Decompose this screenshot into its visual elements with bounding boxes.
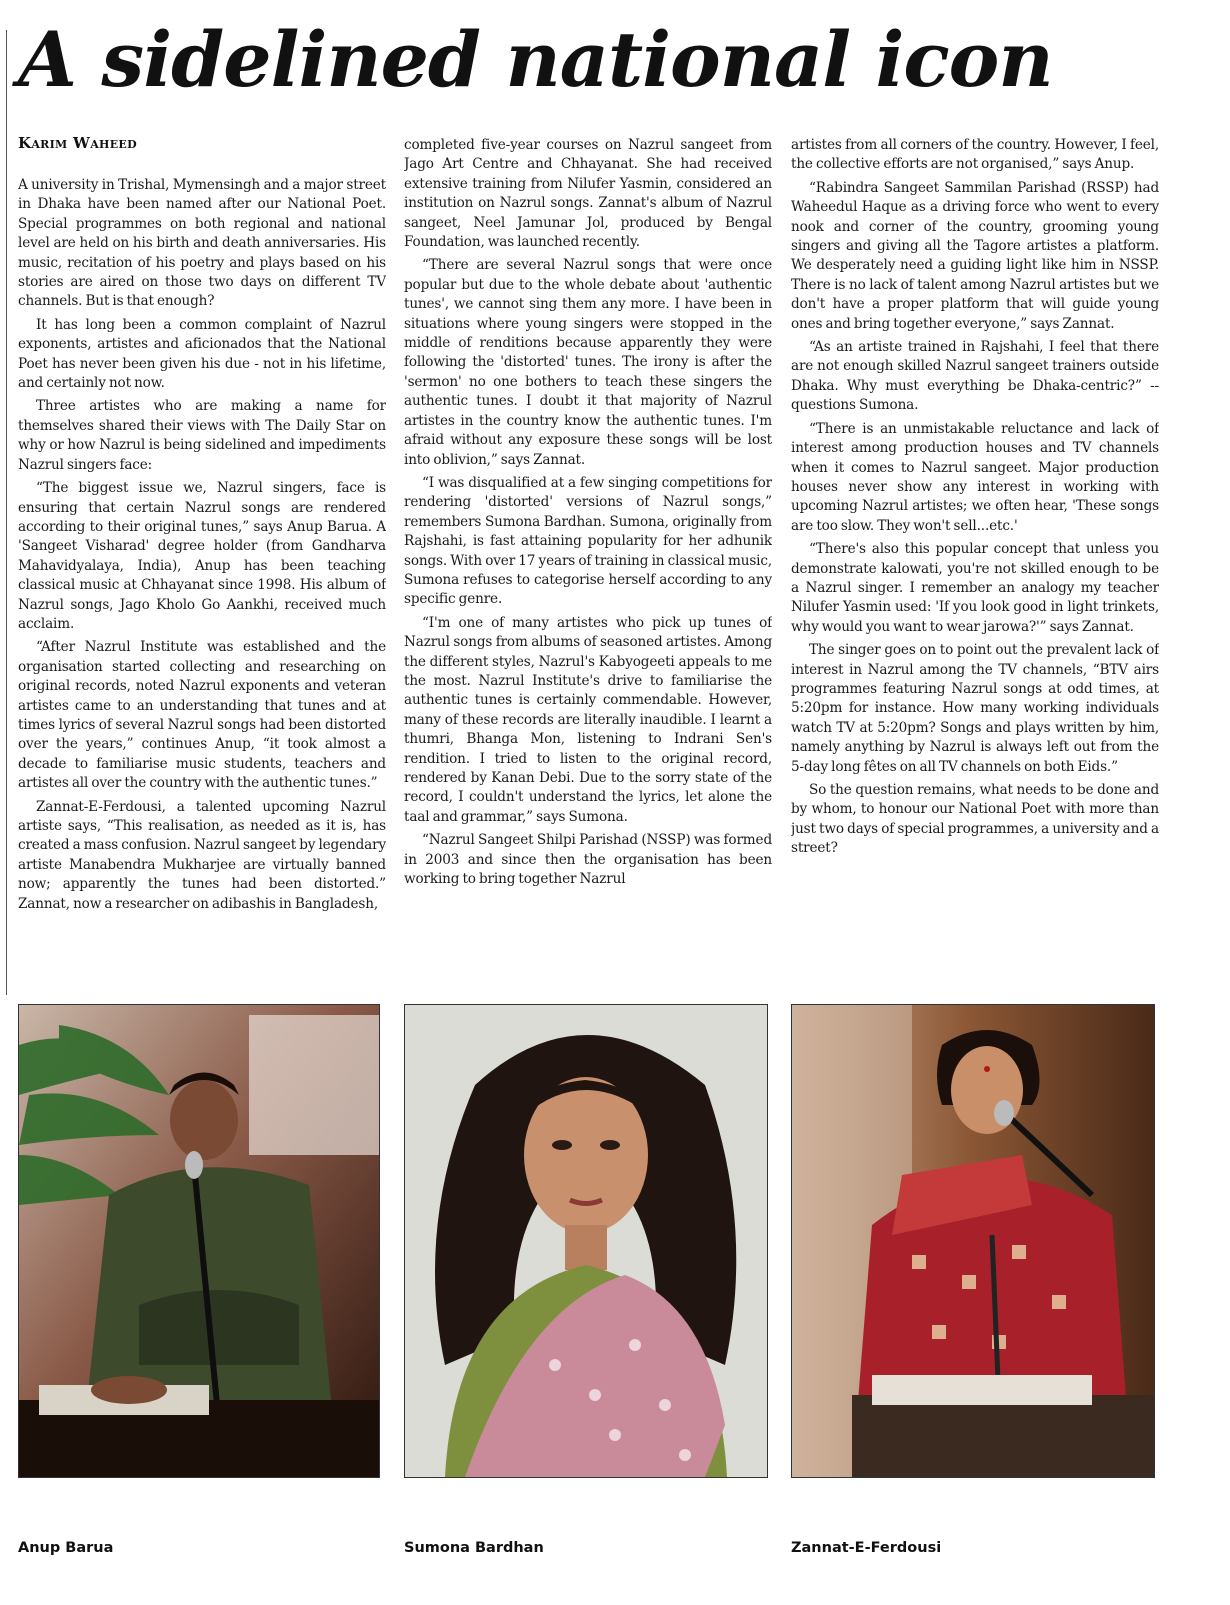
- paragraph: completed five-year courses on Nazrul sangeet from Jago Art Centre and Chhayanat. She had received extensive training from Nilufer Yasmin, considered an institution on Nazrul songs. Zannat's album of Nazrul sangeet, Neel Jamunar Jol, produced by Bengal Foundation, was launched recently.: [404, 137, 772, 251]
- article-column-3: [791, 136, 1159, 1136]
- caption-zannat-e-ferdousi: Zannat-E-Ferdousi: [791, 1540, 942, 1556]
- paragraph: “There is an unmistakable reluctance and lack of interest among production houses and TV channels when it comes to Nazrul sangeet. Major production houses never show any interest in working with upcoming Nazrul artistes; we often hear, 'These songs are too slow. They won't sell...etc.': [791, 420, 1159, 534]
- paragraph: “After Nazrul Institute was established and the organisation started collecting and researching on original records, noted Nazrul exponents and veteran artistes came to an understanding that tunes and at times lyrics of several Nazrul songs had been distorted over the years,” continues Anup, “it took almost a decade to familiarise music students, teachers and artistes all over the country with the authentic tunes.”: [18, 639, 386, 792]
- caption-anup-barua: Anup Barua: [18, 1540, 114, 1556]
- paragraph: So the question remains, what needs to be done and by whom, to honour our National Poet with more than just two days of special programmes, a university and a street?: [791, 782, 1159, 857]
- paragraph: “Nazrul Sangeet Shilpi Parishad (NSSP) was formed in 2003 and since then the organisation has been working to bring together Nazrul: [404, 832, 772, 888]
- photo-zannat-e-ferdousi: [791, 1004, 1155, 1478]
- paragraph: “Rabindra Sangeet Sammilan Parishad (RSSP) had Waheedul Haque as a driving force who went to every nook and corner of the country, grooming young singers and giving all the Tagore artistes a platform. We desperately need a guiding light like him in NSSP. There is no lack of talent among Nazrul artistes but we don't have a proper platform that will guide young ones and bring together everyone,” says Zannat.: [791, 179, 1159, 332]
- article-column-2: [404, 136, 772, 1136]
- paragraph: “I was disqualified at a few singing competitions for rendering 'distorted' versions of Nazrul songs,” remembers Sumona Bardhan. Sumona, originally from Rajshahi, is fast attaining popularity for her adhunik songs. With over 17 years of training in classical music, Sumona refuses to categorise herself according to any specific genre.: [404, 474, 772, 608]
- paragraph: It has long been a common complaint of Nazrul exponents, artistes and aficionados that the National Poet has never been given his due - not in his lifetime, and certainly not now.: [18, 316, 386, 392]
- headline: A sidelined national icon: [18, 15, 1053, 104]
- paragraph: The singer goes on to point out the prevalent lack of interest in Nazrul among the TV channels, “BTV airs programmes featuring Nazrul songs at odd times, at 5:20pm for instance. How many working individuals watch TV at 5:20pm? Songs and plays written by him, namely anything by Nazrul is always left out from the 5-day long fêtes on all TV channels on both Eids.”: [791, 642, 1159, 775]
- paragraph: “The biggest issue we, Nazrul singers, face is ensuring that certain Nazrul songs are rendered according to their original tunes,” says Anup Barua. A 'Sangeet Visharad' degree holder (from Gandharva Mahavidyalaya, India), Anup has been teaching classical music at Chhayanat since 1998. His album of Nazrul songs, Jago Kholo Go Aankhi, received much acclaim.: [18, 480, 386, 632]
- photo-anup-barua: [18, 1004, 380, 1478]
- paragraph: Three artistes who are making a name for themselves shared their views with The Daily Star on why or how Nazrul is being sidelined and impediments Nazrul singers face:: [18, 398, 386, 473]
- left-column-rule: [6, 30, 7, 995]
- caption-sumona-bardhan: Sumona Bardhan: [404, 1540, 544, 1556]
- paragraph: “I'm one of many artistes who pick up tunes of Nazrul songs from albums of seasoned artistes. Among the different styles, Nazrul's Kabyogeeti appeals to me the most. Nazrul Institute's drive to familiarise the authentic tunes is certainly commendable. However, many of these records are literally inaudible. I learnt a thumri, Bhanga Mon, listening to Indrani Sen's rendition. I tried to listen to the original record, rendered by Kanan Debi. Due to the sorry state of the record, I couldn't understand the lyrics, let alone the taal and grammar,” says Sumona.: [404, 614, 772, 825]
- photo-sumona-bardhan: [404, 1004, 768, 1478]
- paragraph: “As an artiste trained in Rajshahi, I feel that there are not enough skilled Nazrul sangeet trainers outside Dhaka. Why must everything be Dhaka-centric?” -- questions Sumona.: [791, 339, 1159, 414]
- paragraph: A university in Trishal, Mymensingh and a major street in Dhaka have been named after our National Poet. Special programmes on both regional and national level are held on his birth and death anniversaries. His music, recitation of his poetry and plays based on his stories are aired on those two days on different TV channels. But is that enough?: [18, 177, 386, 310]
- paragraph: “There's also this popular concept that unless you demonstrate kalowati, you're not skilled enough to be a Nazrul singer. I remember an analogy my teacher Nilufer Yasmin used: 'If you look good in light trinkets, why would you want to wear jarowa?'” says Zannat.: [791, 541, 1159, 635]
- byline: Karim Waheed: [18, 134, 137, 152]
- paragraph: “There are several Nazrul songs that were once popular but due to the whole debate about 'authentic tunes', we cannot sing them any more. I have been in situations where young singers were stopped in the middle of renditions because apparently they were following the 'distorted' tunes. The irony is after the 'sermon' no one bothers to teach these singers the authentic tunes. I doubt it that majority of Nazrul artistes in the country know the authentic tunes. I'm afraid without any exposure these songs will be lost into oblivion,” says Zannat.: [404, 257, 772, 468]
- paragraph: Zannat-E-Ferdousi, a talented upcoming Nazrul artiste says, “This realisation, as needed as it is, has created a mass confusion. Nazrul sangeet by legendary artiste Manabendra Mukharjee are virtually banned now; apparently the tunes had been distorted.” Zannat, now a researcher on adibashis in Bangladesh,: [18, 798, 386, 912]
- paragraph: artistes from all corners of the country. However, I feel, the collective efforts are not organised,” says Anup.: [791, 137, 1159, 173]
